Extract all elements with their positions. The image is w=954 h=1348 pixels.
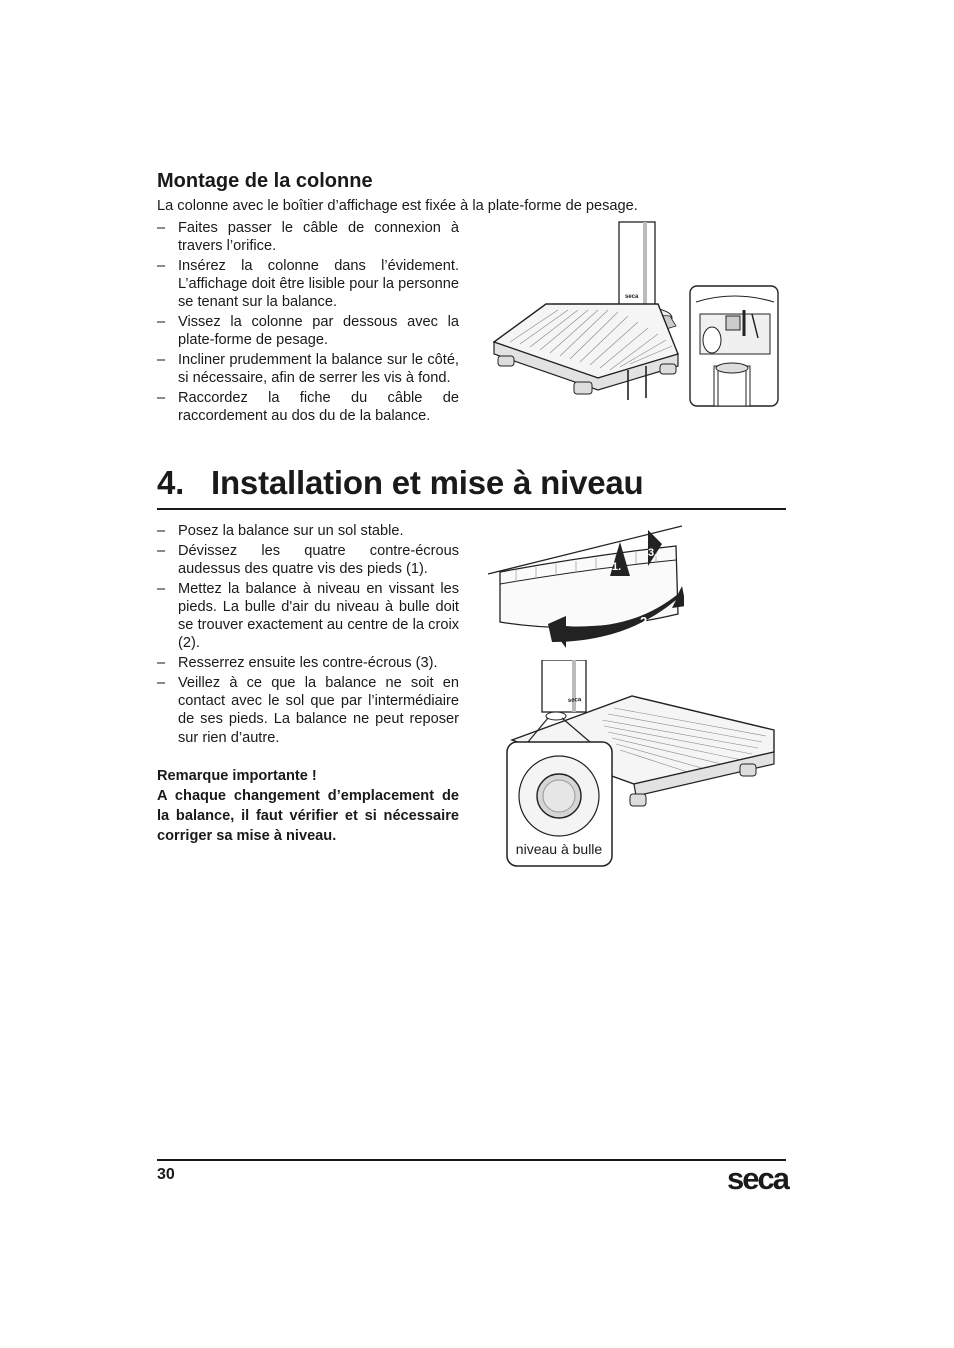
footer-divider <box>157 1159 786 1161</box>
bubble-level-illustration <box>504 660 780 870</box>
page-number: 30 <box>157 1166 175 1183</box>
list-item: – Faites passer le câble de connexion à travers l’orifice. <box>157 219 459 255</box>
list-item: – Vissez la colonne par dessous avec la plate-forme de pesage. <box>157 313 459 349</box>
list-item: – Posez la balance sur un sol stable. <box>157 522 459 540</box>
list-item: – Veillez à ce que la balance ne soit en contact avec le sol que par l’intermédiaire de ses pieds. La balance ne peut reposer sur rien d’autre. <box>157 674 459 747</box>
list-item: – Raccordez la fiche du câble de raccordement au dos du de la balance. <box>157 389 459 425</box>
section-heading-montage: Montage de la colonne <box>157 170 373 192</box>
section-title-text: Installation et mise à niveau <box>211 464 644 501</box>
section-title <box>157 464 644 502</box>
list-item: – Incliner prudemment la balance sur le côté, si nécessaire, afin de serrer les vis à fond. <box>157 351 459 387</box>
scale-brand-label: seca <box>567 697 582 704</box>
seca-logo <box>700 1158 790 1198</box>
installation-steps-list <box>157 522 459 748</box>
note-text: A chaque changement d’emplacement de la balance, il faut vérifier et si nécessaire corriger sa mise à niveau. <box>157 788 459 844</box>
list-item: – Resserrez ensuite les contre-écrous (3). <box>157 654 459 672</box>
foot-label-1: 1. <box>612 561 622 573</box>
list-item: – Dévissez les quatre contre-écrous audessus des quatre vis des pieds (1). <box>157 542 459 578</box>
foot-label-2: 2. <box>640 614 651 629</box>
column-assembly-illustration <box>488 220 784 412</box>
list-item: – Mettez la balance à niveau en vissant les pieds. La bulle d'air du niveau à bulle doit se trouver exactement au centre de la croix (2). <box>157 580 459 653</box>
bubble-level-label: niveau à bulle <box>515 841 603 857</box>
section-divider <box>157 508 786 510</box>
section-number: 4. <box>157 464 185 501</box>
montage-steps-list <box>157 219 459 427</box>
important-note <box>157 766 459 846</box>
foot-adjustment-illustration <box>486 524 684 652</box>
list-item: – Insérez la colonne dans l’évidement. L’affichage doit être lisible pour la personne se tenant sur la balance. <box>157 257 459 312</box>
column-brand-label: seca <box>625 294 639 300</box>
note-title: Remarque importante ! <box>157 768 317 784</box>
intro-paragraph: La colonne avec le boîtier d’affichage est fixée à la plate-forme de pesage. <box>157 198 638 214</box>
seca-logo-text: seca <box>727 1161 788 1196</box>
foot-label-3: 3. <box>648 547 658 559</box>
